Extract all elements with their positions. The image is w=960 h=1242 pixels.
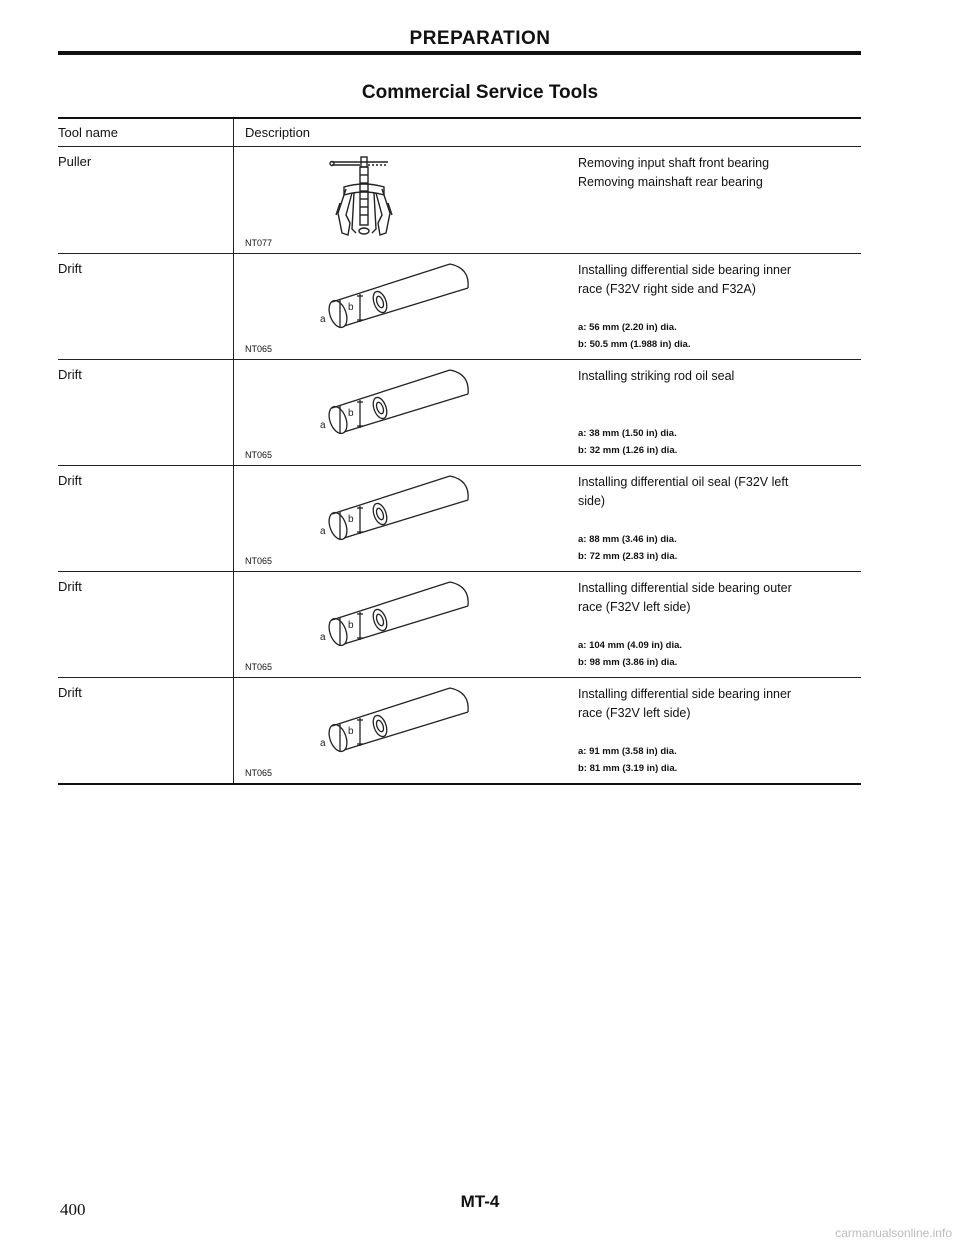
- table-row: [58, 465, 861, 571]
- description-line: Installing differential side bearing outer: [578, 581, 792, 595]
- table-row: [58, 359, 861, 465]
- description-line: side): [578, 494, 606, 508]
- dimension-a: a: 56 mm (2.20 in) dia.: [578, 322, 677, 333]
- watermark: carmanualsonline.info: [835, 1226, 952, 1240]
- description-line: race (F32V right side and F32A): [578, 282, 756, 296]
- figure-code: NT065: [245, 450, 273, 460]
- tool-figure: [233, 678, 578, 783]
- tool-name: Drift: [58, 261, 82, 276]
- dim-label-b: b: [348, 302, 354, 313]
- page-number: 400: [60, 1200, 86, 1219]
- drift-icon: [312, 682, 512, 764]
- description-line: Removing mainshaft rear bearing: [578, 175, 763, 189]
- dimensions: [578, 531, 677, 565]
- dim-label-a: a: [320, 632, 326, 643]
- dim-label-a: a: [320, 526, 326, 537]
- figure-code: NT077: [245, 238, 273, 248]
- figure-code: NT065: [245, 662, 273, 672]
- table-header: [58, 119, 861, 146]
- description-line: Removing input shaft front bearing: [578, 156, 770, 170]
- tool-description: [578, 254, 861, 359]
- description-line: Installing differential side bearing inner: [578, 263, 792, 277]
- tool-description: [578, 147, 861, 253]
- dimension-b: b: 98 mm (3.86 in) dia.: [578, 657, 678, 668]
- drift-icon: [312, 470, 512, 552]
- tool-description: [578, 466, 861, 571]
- dim-label-a: a: [320, 738, 326, 749]
- tool-figure: [233, 466, 578, 571]
- table-bottom-rule: [58, 783, 861, 785]
- tool-figure: [233, 572, 578, 677]
- tool-description: [578, 572, 861, 677]
- dim-label-a: a: [320, 420, 326, 431]
- tool-figure: [233, 147, 578, 253]
- col-header-description: Description: [233, 119, 861, 146]
- puller-icon: [324, 153, 404, 243]
- section-title: PREPARATION: [409, 28, 551, 49]
- tool-name: Drift: [58, 685, 82, 700]
- description-line: Installing differential side bearing inner: [578, 687, 792, 701]
- dimension-b: b: 81 mm (3.19 in) dia.: [578, 763, 678, 774]
- description-line: race (F32V left side): [578, 706, 691, 720]
- dimension-a: a: 88 mm (3.46 in) dia.: [578, 534, 677, 545]
- tool-name: Drift: [58, 473, 82, 488]
- col-header-tool-name: Tool name: [58, 125, 118, 140]
- tool-name: Puller: [58, 154, 92, 169]
- dim-label-a: a: [320, 314, 326, 325]
- dim-label-b: b: [348, 620, 354, 631]
- table-row: [58, 147, 861, 253]
- dimension-b: b: 32 mm (1.26 in) dia.: [578, 445, 678, 456]
- figure-code: NT065: [245, 344, 273, 354]
- description-line: Installing differential oil seal (F32V left: [578, 475, 789, 489]
- dimensions: [578, 425, 677, 459]
- tool-figure: [233, 254, 578, 359]
- description-line: Installing striking rod oil seal: [578, 369, 735, 383]
- tool-table: [58, 117, 861, 785]
- table-row: [58, 253, 861, 359]
- tool-name: Drift: [58, 579, 82, 594]
- tool-description: [578, 360, 861, 465]
- dimensions: [578, 743, 677, 777]
- title-rule: [58, 51, 861, 55]
- subsection-title: Commercial Service Tools: [361, 82, 599, 103]
- figure-code: NT065: [245, 556, 273, 566]
- dimension-b: b: 50.5 mm (1.988 in) dia.: [578, 339, 691, 350]
- dimension-b: b: 72 mm (2.83 in) dia.: [578, 551, 678, 562]
- dimensions: [578, 319, 690, 353]
- dimensions: [578, 637, 682, 671]
- dim-label-b: b: [348, 514, 354, 525]
- dim-label-b: b: [348, 408, 354, 419]
- tool-figure: [233, 360, 578, 465]
- drift-icon: [312, 576, 512, 658]
- page-code: MT-4: [460, 1192, 500, 1211]
- table-row: [58, 571, 861, 677]
- dim-label-b: b: [348, 726, 354, 737]
- figure-code: NT065: [245, 768, 273, 778]
- dimension-a: a: 104 mm (4.09 in) dia.: [578, 640, 683, 651]
- table-row: [58, 677, 861, 783]
- dimension-a: a: 91 mm (3.58 in) dia.: [578, 746, 677, 757]
- drift-icon: [312, 364, 512, 446]
- dimension-a: a: 38 mm (1.50 in) dia.: [578, 428, 677, 439]
- tool-name: Drift: [58, 367, 82, 382]
- tool-description: [578, 678, 861, 783]
- drift-icon: [312, 258, 512, 340]
- description-line: race (F32V left side): [578, 600, 691, 614]
